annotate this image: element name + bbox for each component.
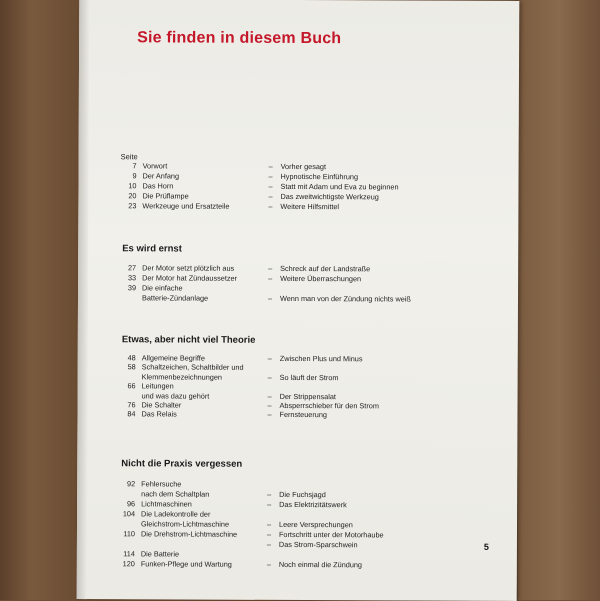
- toc-dash: –: [268, 264, 272, 274]
- toc-chapter-title: Lichtmaschinen: [141, 499, 192, 509]
- toc-page-number: 20: [118, 191, 136, 201]
- toc-dash: –: [269, 162, 273, 172]
- toc-dash: –: [267, 560, 271, 570]
- table-surface-right: [518, 0, 600, 600]
- toc-chapter-subtitle: Fortschritt unter der Motorhaube: [279, 530, 384, 540]
- toc-dash: –: [267, 530, 271, 540]
- toc-chapter-title: Allgemeine Begriffe: [142, 353, 205, 363]
- page-title: Sie finden in diesem Buch: [137, 29, 341, 48]
- toc-chapter-title: Der Anfang: [143, 171, 180, 181]
- toc-chapter-title: Funken-Pflege und Wartung: [141, 559, 232, 569]
- toc-chapter-title: Das Horn: [142, 181, 173, 191]
- toc-page-number: 58: [118, 363, 136, 373]
- toc-chapter-title: Der Motor setzt plötzlich aus: [142, 263, 234, 273]
- toc-page-number: 10: [118, 181, 136, 191]
- toc-chapter-title: Batterie-Zündanlage: [142, 293, 208, 303]
- toc-dash: –: [267, 490, 271, 500]
- toc-chapter-subtitle: Wenn man von der Zündung nichts weiß: [280, 294, 411, 305]
- toc-chapter-title: und was dazu gehört: [142, 391, 210, 401]
- toc-dash: –: [268, 294, 272, 304]
- section-heading-theorie: Etwas, aber nicht viel Theorie: [122, 334, 256, 346]
- section-heading-es-wird-ernst: Es wird ernst: [122, 243, 182, 254]
- toc-page-number: 76: [118, 400, 136, 410]
- toc-chapter-subtitle: Vorher gesagt: [281, 162, 326, 172]
- toc-chapter-title: Die Batterie: [141, 549, 179, 559]
- toc-page-number: 23: [118, 201, 136, 211]
- toc-dash: –: [267, 410, 271, 420]
- toc-chapter-subtitle: Statt mit Adam und Eva zu beginnen: [280, 182, 398, 193]
- toc-dash: –: [267, 520, 271, 530]
- seite-label: Seite: [121, 152, 138, 161]
- toc-dash: –: [268, 274, 272, 284]
- toc-page-number: 84: [117, 410, 135, 420]
- toc-page-number: 66: [118, 381, 136, 391]
- toc-chapter-title: Die Schalter: [142, 400, 182, 410]
- toc-page-number: 92: [117, 479, 135, 489]
- toc-page-number: 48: [118, 353, 136, 363]
- toc-dash: –: [268, 202, 272, 212]
- toc-chapter-subtitle: Das Elektrizitätswerk: [279, 500, 347, 510]
- toc-dash: –: [267, 540, 271, 550]
- toc-dash: –: [268, 354, 272, 364]
- toc-chapter-title: Schaltzeichen, Schaltbilder und: [142, 363, 244, 373]
- toc-chapter-subtitle: Weitere Überraschungen: [280, 274, 361, 284]
- toc-chapter-title: Werkzeuge und Ersatzteile: [142, 201, 229, 211]
- page-spine-shadow: [77, 0, 90, 599]
- toc-chapter-subtitle: Noch einmal die Zündung: [279, 560, 362, 570]
- toc-dash: –: [269, 172, 273, 182]
- toc-chapter-subtitle: So läuft der Strom: [280, 373, 339, 383]
- toc-dash: –: [267, 500, 271, 510]
- toc-chapter-title: Klemmenbezeichnungen: [142, 372, 222, 382]
- table-surface-left: [0, 0, 78, 600]
- toc-chapter-subtitle: Schreck auf der Landstraße: [280, 264, 370, 274]
- toc-page-number: 27: [118, 263, 136, 273]
- toc-chapter-title: Fehlersuche: [141, 479, 181, 489]
- toc-page-number: 120: [117, 559, 135, 569]
- toc-dash: –: [268, 182, 272, 192]
- toc-chapter-title: Die einfache: [142, 283, 183, 293]
- toc-page-number: 104: [117, 509, 135, 519]
- toc-chapter-title: Der Motor hat Zündaussetzer: [142, 273, 237, 283]
- toc-chapter-subtitle: Zwischen Plus und Minus: [280, 354, 363, 364]
- toc-page-number: 114: [117, 549, 135, 559]
- toc-chapter-title: Die Drehstrom-Lichtmaschine: [141, 529, 237, 539]
- toc-chapter-title: Die Prüflampe: [142, 191, 188, 201]
- toc-chapter-subtitle: Fernsteuerung: [279, 410, 327, 420]
- toc-chapter-title: Gleichstrom-Lichtmaschine: [141, 519, 229, 529]
- toc-page-number: 39: [118, 283, 136, 293]
- toc-chapter-subtitle: Hypnotische Einführung: [281, 172, 359, 182]
- toc-chapter-subtitle: Absperrschieber für den Strom: [280, 401, 379, 411]
- book-page: [77, 0, 520, 601]
- toc-chapter-subtitle: Das Strom-Sparschwein: [279, 540, 358, 550]
- toc-dash: –: [268, 391, 272, 401]
- toc-dash: –: [268, 401, 272, 411]
- page-number: 5: [484, 542, 489, 552]
- toc-dash: –: [268, 192, 272, 202]
- toc-dash: –: [268, 373, 272, 383]
- toc-chapter-title: Die Ladekontrolle der: [141, 509, 210, 519]
- toc-chapter-title: Das Relais: [141, 410, 176, 420]
- toc-page-number: 9: [119, 171, 137, 181]
- toc-chapter-subtitle: Das zweitwichtigste Werkzeug: [280, 192, 378, 202]
- toc-chapter-title: nach dem Schaltplan: [141, 489, 209, 499]
- toc-page-number: 7: [119, 161, 137, 171]
- toc-chapter-subtitle: Weitere Hilfsmittel: [280, 202, 339, 212]
- toc-chapter-subtitle: Der Strippensalat: [280, 391, 336, 401]
- toc-chapter-title: Vorwort: [143, 161, 168, 171]
- section-heading-praxis: Nicht die Praxis vergessen: [121, 458, 242, 470]
- toc-page-number: 33: [118, 273, 136, 283]
- toc-chapter-title: Leitungen: [142, 381, 174, 391]
- toc-page-number: 110: [117, 529, 135, 539]
- toc-page-number: 96: [117, 499, 135, 509]
- toc-chapter-subtitle: Leere Versprechungen: [279, 520, 353, 530]
- toc-chapter-subtitle: Die Fuchsjagd: [279, 490, 326, 500]
